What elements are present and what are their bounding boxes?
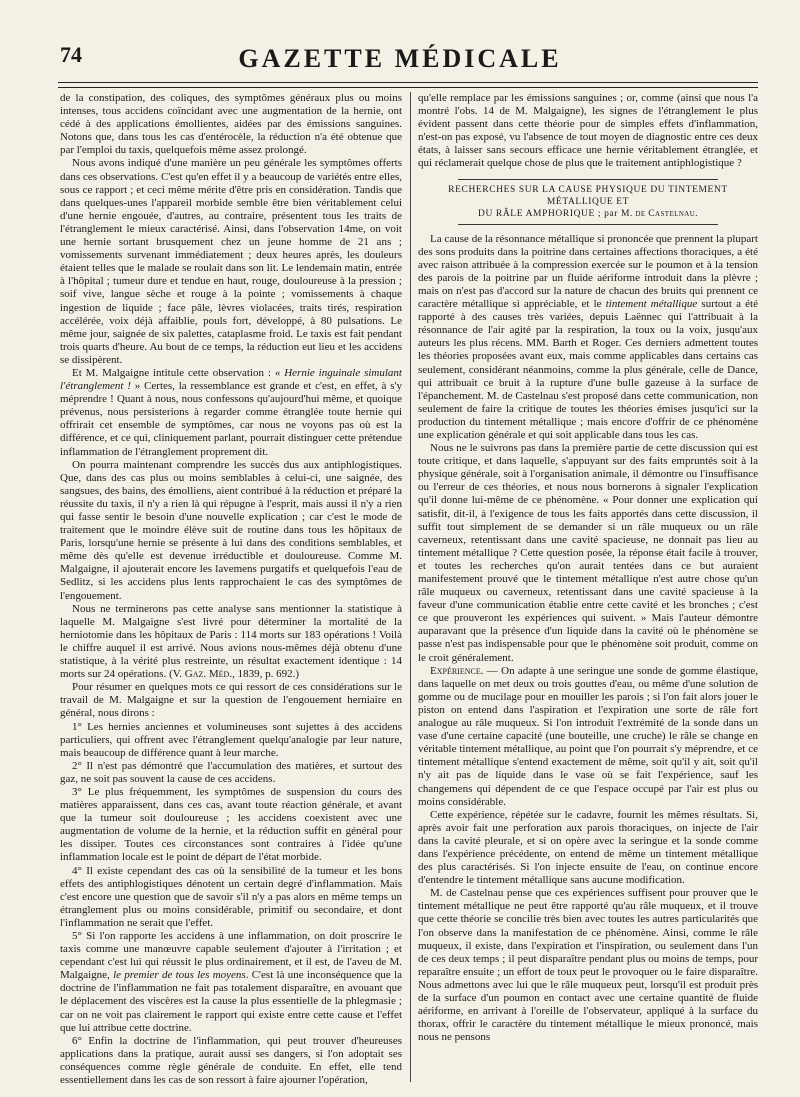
italic-text: le premier de tous les moyens (113, 969, 246, 982)
smallcaps-text: Expérience. (430, 664, 484, 677)
list-item (60, 930, 402, 1035)
paragraph: Cette expérience, répétée sur le cadavre, fournit les mêmes résultats. Si, après avoir fait une perforation aux parois thoraciques, on injecte de l'air dans la cavité pleurale, et si on opère avec la seringue et la sonde comme dans l'expérience précédente, on entend de même un tintement métallique des plus caractérisés. Si l'on injecte ensuite de l'eau, on continue encore d'entendre le tintement métallique sans aucune modification. (418, 808, 758, 887)
paragraph: Nous ne le suivrons pas dans la première partie de cette discussion qui est toute critique, et dans laquelle, s'appuyant sur des faits empruntés soit à la physique générale, soit à l'organisation animale, il démontre ou l'insuffisance ou l'erreur de ces théories, et nous nous bornerons à signaler l'explication qu'il donne lui-même de ce phénomène. « Pour donner une explication qui satisfit, dit-il, à l'exigence de tous les faits apportés dans cette discussion, il suffit tout simplement de se demander si un râle muqueux ou un râle caverneux, retentissant dans une cavité spacieuse, ne donnait pas lieu au tintement métallique ? Cette question posée, la réponse était facile à trouver, et toutes les recherches qu'on aurait tentées dans ce but auraient manifestement prouvé que le tintement métallique n'est autre chose qu'un râle muqueux ou caverneux, retentissant dans une cavité spacieuse à la faveur d'une communication établie entre cette cavité et les bronches ; c'est ce que prouveront les expériences qui suivent. » Mais l'auteur démontre auparavant que la présence d'un liquide dans la cavité où le phénomène se passe n'est pas indispensable pour que le phénomène soit produit, comme on le croit généralement. (418, 442, 758, 664)
paragraph: de la constipation, des coliques, des symptômes généraux plus ou moins intenses, tous accidens coïncidant avec une augmentation de la hernie, ont cédé à des applications émollientes, aidées par des émissions sanguines. Notons que, dans tous les cas d'entérocèle, la réduction n'a été obtenue que par l'emploi du taxis, quelquefois même assez prolongé. (60, 92, 402, 157)
list-item: 2° Il n'est pas démontré que l'accumulation des matières, et surtout des gaz, ne soit pas souvent la cause de ces accidens. (60, 759, 402, 785)
section-rule (458, 224, 718, 225)
text-run: » Certes, la ressemblance est grande et c'est, en effet, à s'y méprendre ! Quant à nous, nous confessons qu'aujourd'hui même, et quoique prévenus, nous persisterions à regarder comme étranglée toute hernie qui offrirait cet ensemble de symptômes, car nous ne voyons pas où est la différence, et ce qui, cliniquement parlant, pourrait distinguer cette prétendue inflammation de l'étranglement proprement dit. (60, 380, 402, 458)
paragraph (418, 233, 758, 443)
right-column (418, 92, 758, 1087)
heading-line (418, 208, 758, 220)
text-run: Nous ne terminerons pas cette analyse sans mentionner la statistique à laquelle M. Malgaigne s'est livré pour déterminer la mortalité de la herniotomie dans les hôpitaux de Paris : 114 morts sur 183 opérations ! Voilà le chiffre auquel il est arrivé. Nous avions nous-mêmes déjà obtenu d'une statistique, à la vérité plus restreinte, un résultat exactement identique : 14 morts sur 24 opérations. (V. (60, 602, 402, 681)
paragraph: M. de Castelnau pense que ces expériences suffisent pour prouver que le tintement métallique ne peut être rapporté qu'au râle muqueux, et il trouve que cette théorie se concilie très bien avec toutes les autres particularités que l'on observe dans la manifestation de ce phénomène. Ainsi, comme le râle muqueux, il existe, dans l'expiration et l'inspiration, ou seulement dans l'un de ces deux temps ; il peut disparaître pendant plus ou moins de temps, pour reparaître ensuite ; un effort de toux peut le provoquer ou le faire disparaître. Nous admettons avec lui que le râle muqueux peut, lorsqu'il est produit près de la surface d'un poumon en contact avec une certaine quantité de fluide aériforme, en arrivant à l'oreille de l'observateur, appliqué à la surface du thorax, offrir le caractère du tintement métallique le mieux prononcé, mais nous ne pensons (418, 887, 758, 1044)
text-run: , 1839, p. 692.) (232, 668, 299, 681)
paragraph (60, 367, 402, 459)
smallcaps-text: Gaz. Méd. (184, 668, 233, 681)
heading-author: M. de Castelnau. (621, 208, 698, 219)
paragraph (60, 603, 402, 682)
text-run: — On adapte à une seringue une sonde de gomme élastique, dans laquelle on met deux ou trois gouttes d'eau, ou même d'une solution de gomme ou de mucilage pour en mouiller les parois ; si l'on fait alors jouer le piston on entend dans l'aspiration et l'expiration une sorte de râle fort analogue au râle muqueux. Si l'on introduit l'extrémité de la sonde dans un vase d'une certaine capacité (une bouteille, une cruche) le râle se change en véritable tintement métallique, au point que l'on pourrait s'y méprendre, et ce tintement métallique s'entend exactement de même, soit qu'il y ait, soit qu'il n'y ait pas de liquide dans le vase où se fait l'expérience, sauf les changemens qui dépendent de ce que l'espace occupé par l'air est plus ou moins considérable. (418, 664, 758, 808)
text-run: Et M. Malgaigne intitule cette observation : « (72, 366, 285, 379)
header-rule-thin (58, 87, 758, 88)
text-run: surtout a été rapporté à des causes très variées, depuis Laënnec qui l'attribuait à la résonnance de l'air agité par la respiration, la toux ou la voix, jusqu'aux auteurs les plus récens. MM. Barth et Roger. Ces derniers admettent toutes les théories proposées avant eux, mais comme applicables dans certains cas seulement, considérant néanmoins, comme la plus générale, celle de Dance, qui attribuait ce bruit à la rupture d'une bulle gazeuse à la surface de l'épanchement. M. de Castelnau s'est proposé dans cette communication, non seulement de faire la critique de toutes les théories émises jusqu'ici sur la production du tintement métallique ; mais encore d'offrir de ce phénomène une explication générale et qui soit applicable dans tous les cas. (418, 298, 758, 441)
journal-title: GAZETTE MÉDICALE (238, 44, 562, 73)
list-item: 4° Il existe cependant des cas où la sensibilité de la tumeur et les bons effets des antiphlogistiques dénotent un certain degré d'inflammation. Mais c'est encore une question que de savoir s'il n'y a pas alors en même temps un étranglement plus ou moins considérable, primitif ou secondaire, et dont l'inflammation ne serait que l'effet. (60, 864, 402, 929)
italic-text: Hernie inguinale simulant l'étranglement ! (60, 366, 402, 393)
text-run: 5° Si l'on rapporte les accidens à une inflammation, on doit proscrire le taxis comme une manœuvre capable seulement d'ajouter à l'irritation ; et cependant c'est lui qui réussit le plus ordinairement, et il est, de l'aveu de M. Malgaigne, (60, 930, 402, 982)
paragraph: qu'elle remplace par les émissions sanguines ; or, comme (ainsi que nous l'a montré l'obs. 14 de M. Malgaigne), les signes de l'étranglement le plus évident passent dans cette théorie pour de simples effets d'inflammation, n'est-on pas exposé, vu l'absence de tout moyen de diagnostic entre ces deux états, à laisser sans secours efficace une hernie véritablement étranglée, et qui réclamerait quelque chose de plus que le traitement antiphlogistique ? (418, 92, 758, 170)
text-run: . C'est là une inconséquence que la doctrine de l'inflammation ne fait pas totalement disparaître, en avouant que le déplacement des viscères est la cause la plus essentielle de la phlegmasie ; car on ne voit pas clairement le rapport qui existe entre cette cause et l'effet que lui attribue cette doctrine. (60, 969, 402, 1034)
paragraph (418, 665, 758, 809)
paragraph: Nous avons indiqué d'une manière un peu générale les symptômes offerts dans ces observations. C'est qu'en effet il y a beaucoup de variétés entre elles, sous ce rapport ; et ceci même mérite d'être pris en considération. Tandis que dans quelques-unes l'appareil morbide semble être bien véritablement celui d'une hernie engouée, d'autres, au contraire, présentent tous les traits de l'étranglement le mieux caractérisé. Ainsi, dans l'observation 14me, on voit une hernie sortant brusquement chez un jeune homme de 21 ans ; vomissements survenant immédiatement ; deux heures après, les douleurs étaient telles que le malade se roulait dans son lit. Le lendemain matin, entrée à l'hôpital ; tumeur dure et tendue en haut, rouge, douloureuse à la pression ; soif vive, langue sèche et rouge à la pointe ; vomissements à chaque ingestion de liquide ; face pâle, lèvres violacées, traits tirés, respiration accélérée, voix déjà affaiblie, pouls fort, développé, à 80 pulsations. Le même jour, saignée de six palettes, cataplasme froid. Le taxis est fait pendant trois quarts d'heure. Au bout de ce temps, la réduction eut lieu et les accidens se dissipèrent. (60, 157, 402, 366)
heading-text: DU RÂLE AMPHORIQUE ; par (478, 208, 621, 219)
page-number: 74 (60, 42, 82, 67)
list-item: 3° Le plus fréquemment, les symptômes de suspension du cours des matières apparaissent, dans ces cas, avant toute réaction générale, et avant que la tumeur soit douloureuse ; les accidens coexistent avec une augmentation de volume de la hernie, et la réduction suffit en général pour les dissiper. Toutes ces circonstances sont contraires à l'idée qu'une inflammation locale est le point de départ de l'état morbide. (60, 785, 402, 864)
left-column (60, 92, 402, 1087)
paragraph: Pour résumer en quelques mots ce qui ressort de ces considérations sur le travail de M. Malgaigne et sur la question de l'engouement herniaire en général, nous dirons : (60, 681, 402, 720)
italic-text: tintement métallique (605, 298, 698, 311)
paragraph: On pourra maintenant comprendre les succès dus aux antiphlogistiques. Que, dans des cas plus ou moins semblables à celui-ci, une saignée, des sangsues, des bains, des émolliens, aient contribué à la réduction et préparé la réussite du taxis, il n'y a rien là qui répugne à l'esprit, mais aussi il n'y a rien qui fasse sentir le besoin d'une nouvelle explication ; car c'est le mode de traitement que le moindre élève suit de routine dans tous les hôpitaux de Paris, lorsqu'une hernie se présente à lui dans des conditions semblables, et même dès qu'elle est devenue irréductible et douloureuse. Comme M. Malgaigne, il ajouterait encore les lavemens purgatifs et quelquefois l'eau de Sedlitz, si les accidens plus lents rapprochaient le cas des symptômes de l'engouement. (60, 458, 402, 602)
list-item: 1° Les hernies anciennes et volumineuses sont sujettes à des accidens particuliers, qui offrent avec l'étranglement quelqu'analogie par leur nature, mais beaucoup de différence quant à leur marche. (60, 720, 402, 759)
column-divider (410, 92, 411, 1082)
text-run: La cause de la résonnance métallique si prononcée que prennent la plupart des sons produits dans la poitrine dans certaines affections thoraciques, a été avec raison attribuée à la compression exercée sur le poumon et à la tension des parois de la poitrine par un fluide aériforme introduit dans la plèvre ; mais on n'est pas d'accord sur la nature de chacun des bruits qui prennent ce caractère métallique si appréciable, et le (418, 232, 758, 311)
section-rule (458, 179, 718, 180)
heading-line: RECHERCHES SUR LA CAUSE PHYSIQUE DU TINTEMENT MÉTALLIQUE ET (448, 184, 728, 207)
article-heading (418, 184, 758, 220)
header-rule (58, 82, 758, 83)
list-item: 6° Enfin la doctrine de l'inflammation, qui peut trouver d'heureuses applications dans la pratique, aurait aussi ses dangers, si l'on adoptait ses conséquences comme règle générale de conduite. En effet, elle tend essentiellement dans les cas de son ressort à faire ajourner l'opération, (60, 1034, 402, 1087)
